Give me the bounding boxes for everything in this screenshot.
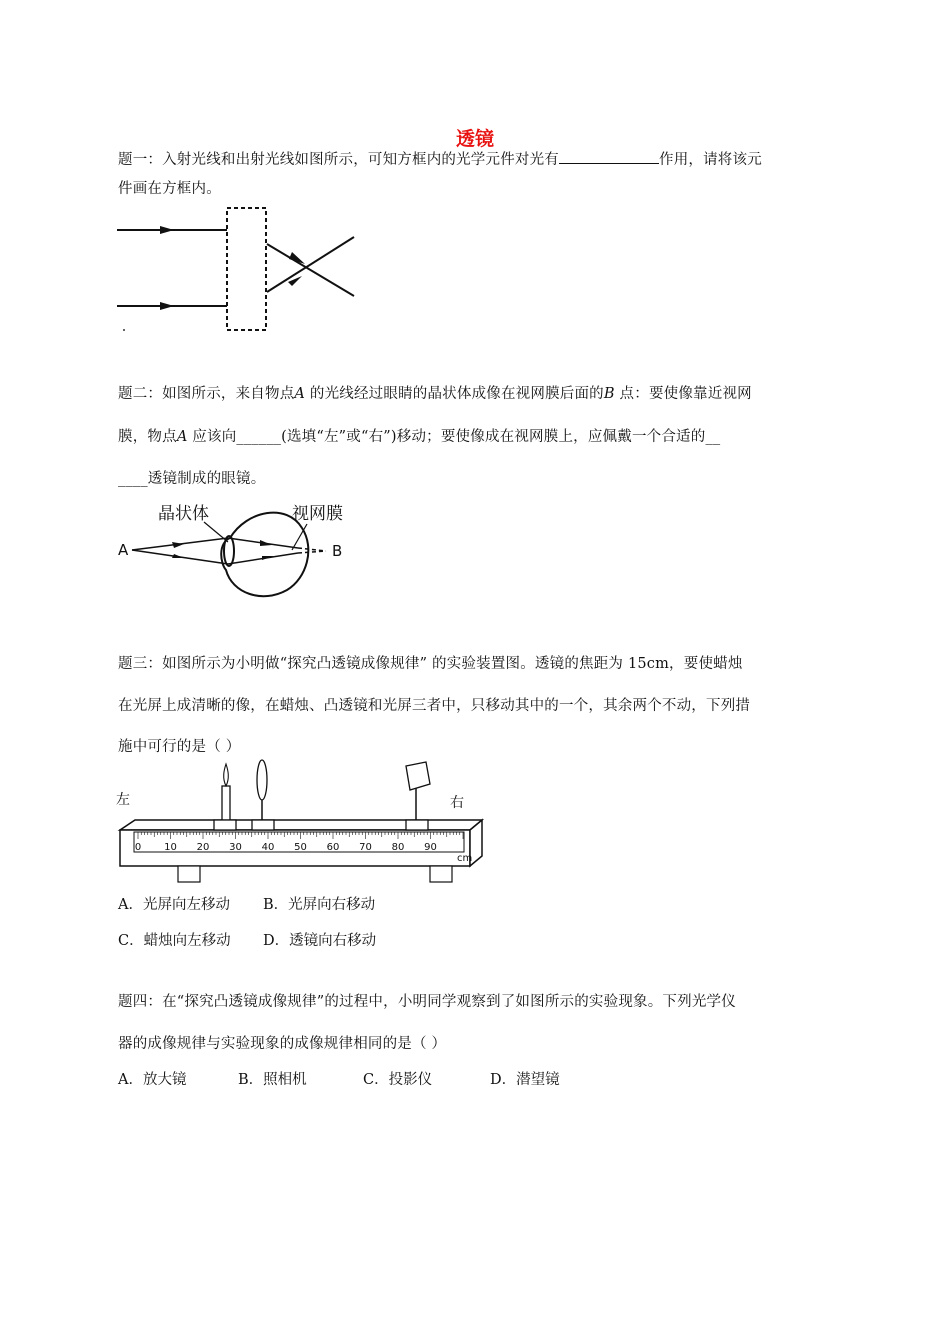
- q3-line-1: 题三：如图所示为小明做“探究凸透镜成像规律” 的实验装置图。透镜的焦距为 15cm，要使蜡烛: [118, 656, 743, 672]
- q1-text-a: 题一：入射光线和出射光线如图所示，可知方框内的光学元件对光有: [118, 152, 559, 168]
- q3-optical-bench-figure: [112, 758, 487, 886]
- q3-option-a[interactable]: A．光屏向左移动: [118, 897, 230, 913]
- ruler-tick-label: 40: [261, 842, 275, 853]
- q1-text-b: 作用，请将该元: [659, 152, 762, 168]
- q2-text-d: 膜，物点: [118, 429, 177, 445]
- q3-line-2: 在光屏上成清晰的像，在蜡烛、凸透镜和光屏三者中，只移动其中的一个，其余两个不动，下列措: [118, 698, 751, 714]
- q3-candle[interactable]: [214, 764, 236, 830]
- q3-line-3: 施中可行的是（ ）: [118, 739, 241, 755]
- q2-line-1: [118, 382, 752, 403]
- q2-label-a: A: [118, 541, 129, 559]
- q2-label-lens: 晶状体: [158, 504, 209, 524]
- ruler-tick-label: 80: [391, 842, 405, 853]
- q1-answer-blank[interactable]: [559, 150, 659, 164]
- q2-var-a: A: [294, 386, 306, 402]
- q3-label-left: 左: [116, 792, 130, 808]
- ruler-tick-label: 60: [326, 842, 340, 853]
- ruler-tick-label: 0: [134, 842, 142, 853]
- q2-text-c: 点：要使像靠近视网: [614, 386, 752, 402]
- q1-outgoing-rays: [267, 237, 354, 296]
- q1-incident-ray-top: [117, 226, 227, 234]
- q3-option-d[interactable]: D．透镜向右移动: [263, 933, 377, 949]
- q2-var-a-2: A: [176, 429, 188, 445]
- q2-line-2: [118, 425, 720, 446]
- q2-text-a: 题二：如图所示，来自物点: [118, 386, 295, 402]
- q3-convex-lens[interactable]: [252, 760, 274, 830]
- q3-option-b[interactable]: B．光屏向右移动: [263, 897, 376, 913]
- q2-text-b: 的光线经过眼睛的晶状体成像在视网膜后面的: [305, 386, 604, 402]
- q4-line-1: 题四：在“探究凸透镜成像规律”的过程中，小明同学观察到了如图所示的实验现象。下列光学仪: [118, 994, 736, 1010]
- q2-line-3: ____透镜制成的眼镜。: [118, 471, 266, 487]
- ruler-tick-label: 10: [164, 842, 177, 853]
- q2-text-e: 应该向______(选填“左”或“右”)移动；要使像成在视网膜上，应佩戴一个合适的__: [187, 429, 721, 445]
- q3-option-c[interactable]: C．蜡烛向左移动: [118, 933, 231, 949]
- q4-option-d[interactable]: D．潜望镜: [490, 1072, 560, 1088]
- q4-option-a[interactable]: A．放大镜: [118, 1072, 187, 1088]
- q4-option-c[interactable]: C．投影仪: [363, 1072, 433, 1088]
- q2-eye-figure: [112, 498, 362, 606]
- q1-incident-ray-bottom: [117, 302, 227, 310]
- ruler-tick-label: 50: [294, 842, 307, 853]
- q2-crystalline-lens: [224, 536, 234, 566]
- ruler-tick-label: 90: [424, 842, 437, 853]
- q4-option-b[interactable]: B．照相机: [238, 1072, 307, 1088]
- q1-line-1: [118, 148, 762, 169]
- q2-label-retina: 视网膜: [292, 504, 343, 524]
- q1-figure: [112, 202, 362, 342]
- q3-label-right: 右: [450, 795, 464, 811]
- page-title: 透镜: [455, 128, 494, 150]
- ruler-tick-label: 70: [359, 842, 372, 853]
- ruler-tick-label: 30: [229, 842, 242, 853]
- q2-label-b: B: [332, 542, 343, 560]
- q3-ruler-unit: cm: [457, 853, 473, 864]
- q4-line-2: 器的成像规律与实验现象的成像规律相同的是（ ）: [118, 1036, 447, 1052]
- q3-light-screen[interactable]: [406, 762, 430, 830]
- q1-line-2: 件画在方框内。: [118, 181, 221, 197]
- q1-dashed-box[interactable]: [227, 208, 266, 330]
- ruler-tick-label: 20: [196, 842, 210, 853]
- q2-var-b: B: [603, 386, 615, 402]
